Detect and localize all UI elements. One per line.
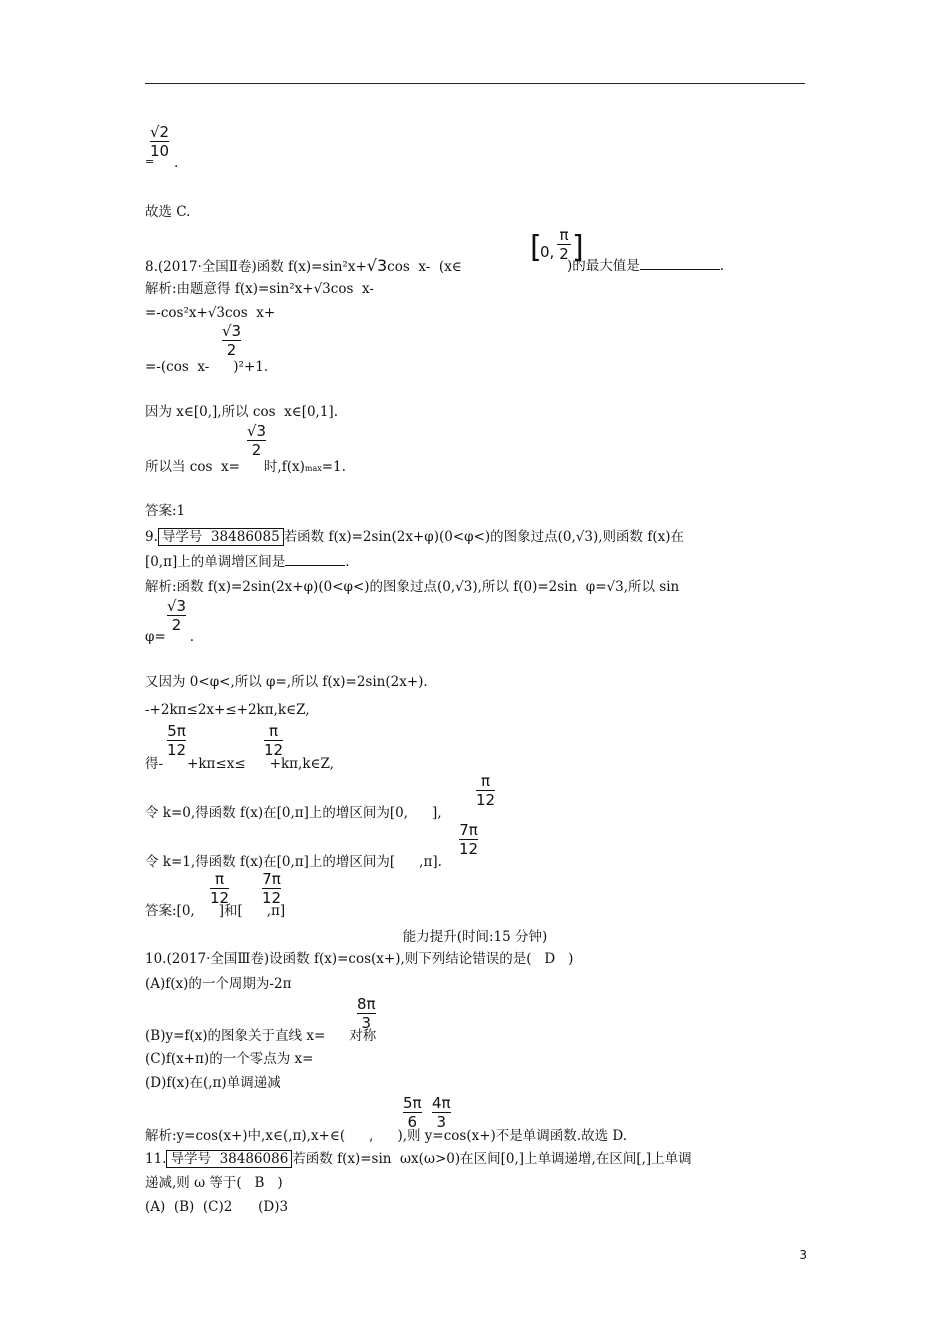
q8-stem-end [567, 257, 724, 275]
q9-sol2-fraction [167, 597, 186, 634]
q9-ans-a: 答案:[0, [145, 903, 195, 919]
fraction-denominator: 2 [247, 440, 266, 459]
fraction-denominator: 12 [262, 889, 282, 907]
q9-ans-c: ,π] [266, 903, 286, 919]
q10-b-a: (B)y=f(x)的图象关于直线 x= [145, 1028, 326, 1044]
q11-stem-text: 若函数 f(x)=sin ωx(ω>0)在区间[0,]上单调递增,在区间[,]上单调 [292, 1151, 692, 1167]
q8-sol5-a: 所以当 cos x= [145, 459, 240, 475]
q9-sol2-a: φ= [145, 629, 166, 645]
section-title: 能力提升(时间:15 分钟) [402, 929, 548, 945]
fraction-numerator: 5π [167, 722, 186, 740]
q11-stem-1 [145, 1150, 692, 1168]
q9-number: 9. [145, 529, 158, 545]
q10-option-d: (D)f(x)在(,π)单调递减 [145, 1075, 281, 1091]
q8-sol3-a: =-(cos x- [145, 359, 210, 375]
fraction-denominator: 12 [167, 741, 187, 759]
q9-sol2-b: . [189, 629, 195, 645]
q8-solution-3 [145, 358, 268, 376]
q8-solution-4: 因为 x∈[0,],所以 cos x∈[0,1]. [145, 404, 338, 420]
q9-sol6-fraction [476, 772, 495, 809]
q9-sol5-c: +kπ,k∈Z, [269, 756, 334, 772]
q9-sol7-fraction [459, 821, 478, 858]
q9-solution-3: 又因为 0<φ<,所以 φ=,所以 f(x)=2sin(2x+). [145, 674, 428, 690]
header-rule [145, 83, 805, 84]
q8-stem-part1: 8.(2017·全国Ⅱ卷)函数 f(x)=sin²x+ [145, 259, 367, 275]
period: . [174, 155, 179, 171]
q9-sol6-b: ], [432, 805, 442, 821]
q11-tag: 导学号 38486086 [166, 1150, 292, 1168]
q8-solution-2: =-cos²x+√3cos x+ [145, 305, 276, 321]
q10-sol-b: ),则 y=cos(x+)不是单调函数.故选 D. [397, 1128, 628, 1144]
q11-options: (A) (B) (C)2 (D)3 [145, 1199, 289, 1215]
fraction-numerator: 7π [262, 870, 281, 888]
q8-solution-5 [145, 458, 346, 478]
fraction-numerator: 8π [357, 995, 376, 1013]
q9-stem-text: 若函数 f(x)=2sin(2x+φ)(0<φ<)的图象过点(0,√3),则函数 f(x)在 [283, 529, 684, 545]
q9-sol5-b: +kπ≤x≤ [187, 756, 246, 772]
fraction-denominator: 12 [476, 791, 496, 809]
q8-sol3-fraction [222, 322, 241, 359]
fraction-numerator: 5π [403, 1094, 422, 1112]
q9-sol7-a: 令 k=1,得函数 f(x)在[0,π]上的增区间为[ [145, 854, 396, 870]
q9-solution-4: -+2kπ≤2x+≤+2kπ,k∈Z, [145, 702, 310, 718]
q10-sol-a: 解析:y=cos(x+)中,x∈(,π),x+∈( [145, 1128, 346, 1144]
q8-stem-period: . [719, 258, 725, 274]
q10-option-c: (C)f(x+π)的一个零点为 x= [145, 1051, 314, 1067]
q9-sol5-fraction-1 [167, 722, 186, 759]
q8-sqrt3: √3 [366, 256, 388, 275]
q9-stem-line2: [0,π]上的单调增区间是 [145, 554, 286, 570]
equals-sign: = [145, 155, 155, 168]
q8-sol5-fraction [247, 422, 266, 459]
q10-sol-fraction-2 [432, 1094, 451, 1131]
answer-blank [640, 257, 720, 270]
q9-solution-6 [145, 804, 442, 822]
q9-ans-b: ]和[ [218, 903, 243, 919]
fraction-denominator: 3 [432, 1112, 451, 1131]
q9-sol7-b: ,π]. [419, 854, 442, 870]
fraction-numerator: π [269, 722, 279, 740]
q8-stem [145, 257, 462, 276]
fraction-numerator: √3 [222, 322, 242, 340]
q10-b-b: 对称 [349, 1028, 377, 1044]
q9-stem-period: . [345, 554, 350, 570]
left-bracket: [ [530, 230, 542, 265]
q8-solution-1: 解析:由题意得 f(x)=sin²x+√3cos x- [145, 281, 374, 297]
q8-sol5-b: 时,f(x) [263, 459, 305, 475]
q10-sol-mid: , [369, 1128, 374, 1144]
fraction-denominator: 6 [403, 1112, 422, 1131]
fraction-denominator: 12 [459, 840, 479, 858]
fraction-numerator: √3 [247, 422, 267, 440]
fraction-numerator: π [481, 772, 491, 790]
interval-left: 0, [540, 243, 555, 261]
interval-num: π [559, 226, 569, 244]
q10-b-fraction [357, 995, 376, 1032]
q9-tag: 导学号 38486085 [158, 528, 284, 546]
fraction-denominator: 12 [264, 741, 284, 759]
right-bracket: ] [572, 230, 584, 265]
fraction-numerator: π [215, 870, 225, 888]
q9-solution-7 [145, 853, 442, 871]
q10-option-a: (A)f(x)的一个周期为-2π [145, 976, 292, 992]
q9-sol6-a: 令 k=0,得函数 f(x)在[0,π]上的增区间为[0, [145, 805, 409, 821]
q11-number: 11. [145, 1151, 167, 1167]
q8-stem-part3: )的最大值是 [567, 258, 640, 274]
q9-stem-2 [145, 553, 350, 571]
q9-ans-fraction-1 [210, 870, 229, 907]
q9-sol5-fraction-2 [264, 722, 283, 759]
fraction-numerator: √3 [167, 597, 187, 615]
q9-stem-1 [145, 528, 684, 546]
answer-blank [285, 553, 345, 566]
fraction-denominator: 3 [357, 1013, 376, 1032]
q10-sol-fraction-1 [403, 1094, 422, 1131]
q9-ans-fraction-2 [262, 870, 281, 907]
fraction-denominator: 12 [210, 889, 230, 907]
q9-sol5-a: 得- [145, 756, 164, 772]
interval-den: 2 [557, 244, 571, 263]
q8-sol3-b: )²+1. [233, 359, 269, 375]
q8-answer: 答案:1 [145, 503, 186, 519]
q9-solution-1: 解析:函数 f(x)=2sin(2x+φ)(0<φ<)的图象过点(0,√3),所以 f(0)=2sin φ=√3,所以 sin [145, 579, 680, 595]
q10-stem: 10.(2017·全国Ⅲ卷)设函数 f(x)=cos(x+),则下列结论错误的是( D ) [145, 951, 574, 967]
q10-solution [145, 1127, 627, 1145]
fraction-denominator: 2 [222, 340, 241, 359]
q8-stem-part2: cos x- (x∈ [387, 259, 462, 275]
q8-sol5-c: =1. [321, 459, 346, 475]
fraction-numerator: 7π [459, 821, 478, 839]
fraction-numerator: 4π [432, 1094, 451, 1112]
fraction-numerator: √2 [150, 123, 170, 141]
q11-stem-2: 递减,则 ω 等于( B ) [145, 1175, 283, 1191]
q8-sol5-sub: max [304, 464, 322, 473]
page-number: 3 [799, 1248, 807, 1262]
choose-c-line: 故选 C. [145, 204, 191, 220]
fraction-denominator: 2 [167, 615, 186, 634]
fraction-denominator: 10 [150, 142, 170, 160]
q10-option-b [145, 1027, 376, 1045]
